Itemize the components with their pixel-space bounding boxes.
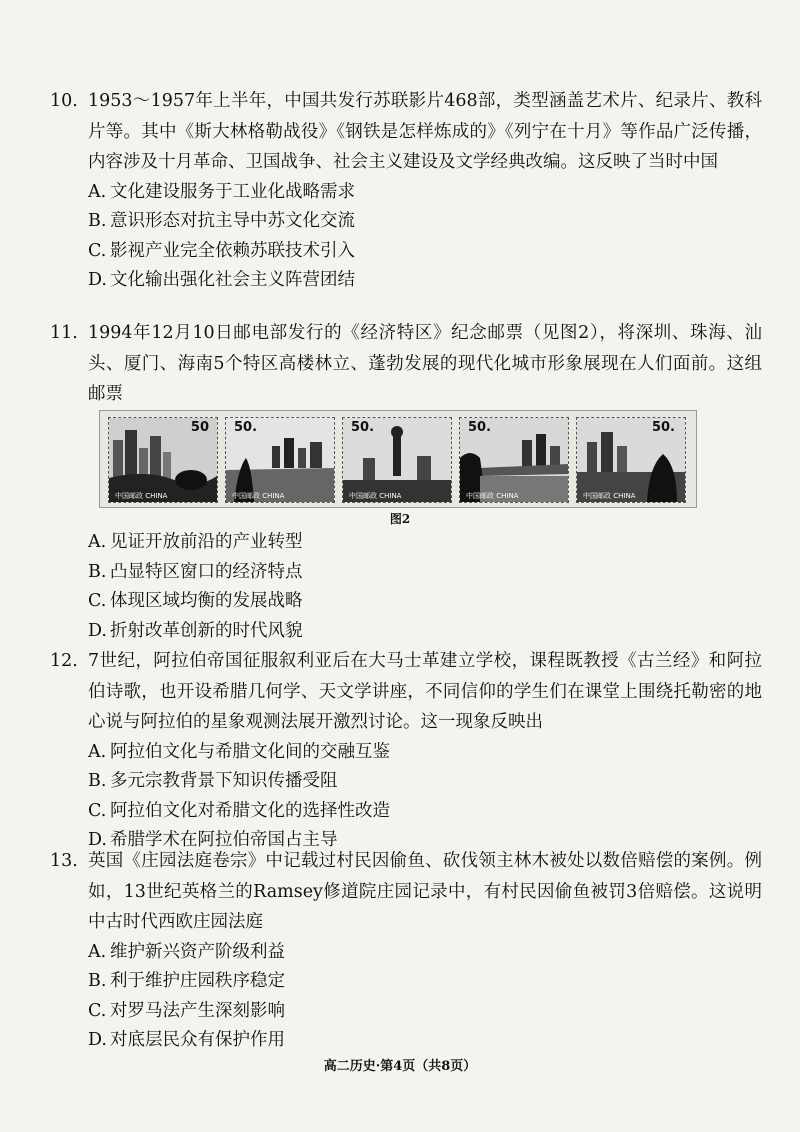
option-d [88, 617, 762, 647]
option-letter: B. [88, 561, 107, 582]
stamp-value: 50 [190, 420, 209, 435]
option-letter: A. [88, 741, 107, 762]
option-letter: D. [88, 830, 107, 850]
option-text: 意识形态对抗主导中苏文化交流 [110, 211, 355, 231]
option-text: 文化建设服务于工业化战略需求 [110, 181, 355, 202]
option-text: 阿拉伯文化与希腊文化间的交融互鉴 [110, 741, 390, 762]
option-letter: C. [88, 1000, 107, 1021]
stamp-post-mark: 中国邮政 CHINA [583, 492, 636, 500]
page-footer: 高二历史·第4页（共8页） [323, 1059, 477, 1074]
question-number: 10. [50, 91, 78, 111]
option-c [88, 237, 762, 267]
option-text: 对罗马法产生深刻影响 [110, 1000, 285, 1021]
option-letter: A. [88, 941, 107, 962]
stamp-shenzhen [108, 417, 218, 503]
option-letter: C. [88, 800, 107, 821]
option-letter: B. [88, 771, 107, 791]
option-letter: D. [88, 270, 107, 290]
option-letter: D. [88, 1030, 107, 1050]
option-d [88, 266, 762, 296]
option-b [88, 767, 762, 797]
stamp-zhuhai [225, 417, 335, 503]
option-text: 影视产业完全依赖苏联技术引入 [110, 240, 355, 261]
figure-caption: 图2 [389, 512, 411, 526]
option-letter: A. [88, 532, 107, 552]
question-12 [50, 646, 762, 856]
option-letter: B. [88, 211, 107, 231]
option-text: 多元宗教背景下知识传播受阻 [110, 771, 338, 791]
option-text: 对底层民众有保护作用 [110, 1030, 285, 1050]
question-stem: 1953～1957年上半年，中国共发行苏联影片468部，类型涵盖艺术片、纪录片、教科片等。其中《斯大林格勒战役》《钢铁是怎样炼成的》《列宁在十月》等作品广泛传播，内容涉及十月革命、卫国战争、社会主义建设及文学经典改编。这反映了当时中国 [88, 91, 762, 172]
option-letter: C. [88, 240, 107, 261]
stamp-xiamen [459, 417, 569, 503]
option-d [88, 1026, 762, 1056]
option-text: 希腊学术在阿拉伯帝国占主导 [110, 830, 338, 850]
question-13 [50, 846, 762, 1056]
stamp-post-mark: 中国邮政 CHINA [349, 492, 402, 500]
option-text: 折射改革创新的时代风貌 [110, 620, 303, 641]
stamp-value: 50. [234, 420, 258, 435]
option-b [88, 558, 762, 588]
question-10 [50, 86, 762, 296]
option-text: 维护新兴资产阶级利益 [110, 941, 285, 962]
option-text: 阿拉伯文化对希腊文化的选择性改造 [110, 800, 390, 821]
option-text: 体现区域均衡的发展战略 [110, 591, 303, 611]
option-c [88, 797, 762, 827]
stamp-strip-figure [99, 410, 697, 508]
stamp-post-mark: 中国邮政 CHINA [466, 492, 519, 500]
option-c [88, 587, 762, 617]
stamp-value: 50. [351, 420, 375, 435]
question-stem: 1994年12月10日邮电部发行的《经济特区》纪念邮票（见图2），将深圳、珠海、汕头、厦门、海南5个特区高楼林立、蓬勃发展的现代化城市形象展现在人们面前。这组邮票 [88, 323, 762, 404]
stamp-value: 50. [468, 420, 492, 435]
option-a [88, 738, 762, 768]
stamp-post-mark: 中国邮政 CHINA [232, 492, 285, 500]
question-stem: 7世纪，阿拉伯帝国征服叙利亚后在大马士革建立学校，课程既教授《古兰经》和阿拉伯诗歌，也开设希腊几何学、天文学讲座，不同信仰的学生们在课堂上围绕托勒密的地心说与阿拉伯的星象观测法展开激烈讨论。这一现象反映出 [88, 651, 762, 732]
option-letter: C. [88, 591, 107, 611]
option-a [88, 528, 762, 558]
question-stem: 英国《庄园法庭卷宗》中记载过村民因偷鱼、砍伐领主林木被处以数倍赔偿的案例。例如，13世纪英格兰的Ramsey修道院庄园记录中，有村民因偷鱼被罚3倍赔偿。这说明中古时代西欧庄园法庭 [88, 851, 762, 932]
option-b [88, 967, 762, 997]
stamp-post-mark: 中国邮政 CHINA [115, 492, 168, 500]
option-letter: D. [88, 620, 107, 641]
option-letter: A. [88, 181, 107, 202]
stamp-shantou [342, 417, 452, 503]
option-text: 凸显特区窗口的经济特点 [110, 561, 303, 582]
option-text: 文化输出强化社会主义阵营团结 [110, 270, 355, 290]
stamp-value: 50. [651, 420, 675, 435]
question-number: 13. [50, 851, 78, 871]
option-b [88, 207, 762, 237]
option-c [88, 997, 762, 1027]
question-number: 12. [50, 651, 78, 671]
option-a [88, 938, 762, 968]
question-11 [50, 318, 762, 410]
option-text: 见证开放前沿的产业转型 [110, 532, 303, 552]
option-a [88, 178, 762, 208]
option-text: 利于维护庄园秩序稳定 [110, 971, 285, 991]
question-number: 11. [50, 323, 78, 343]
option-letter: B. [88, 971, 107, 991]
stamp-hainan [576, 417, 686, 503]
question-11-options [50, 528, 762, 646]
